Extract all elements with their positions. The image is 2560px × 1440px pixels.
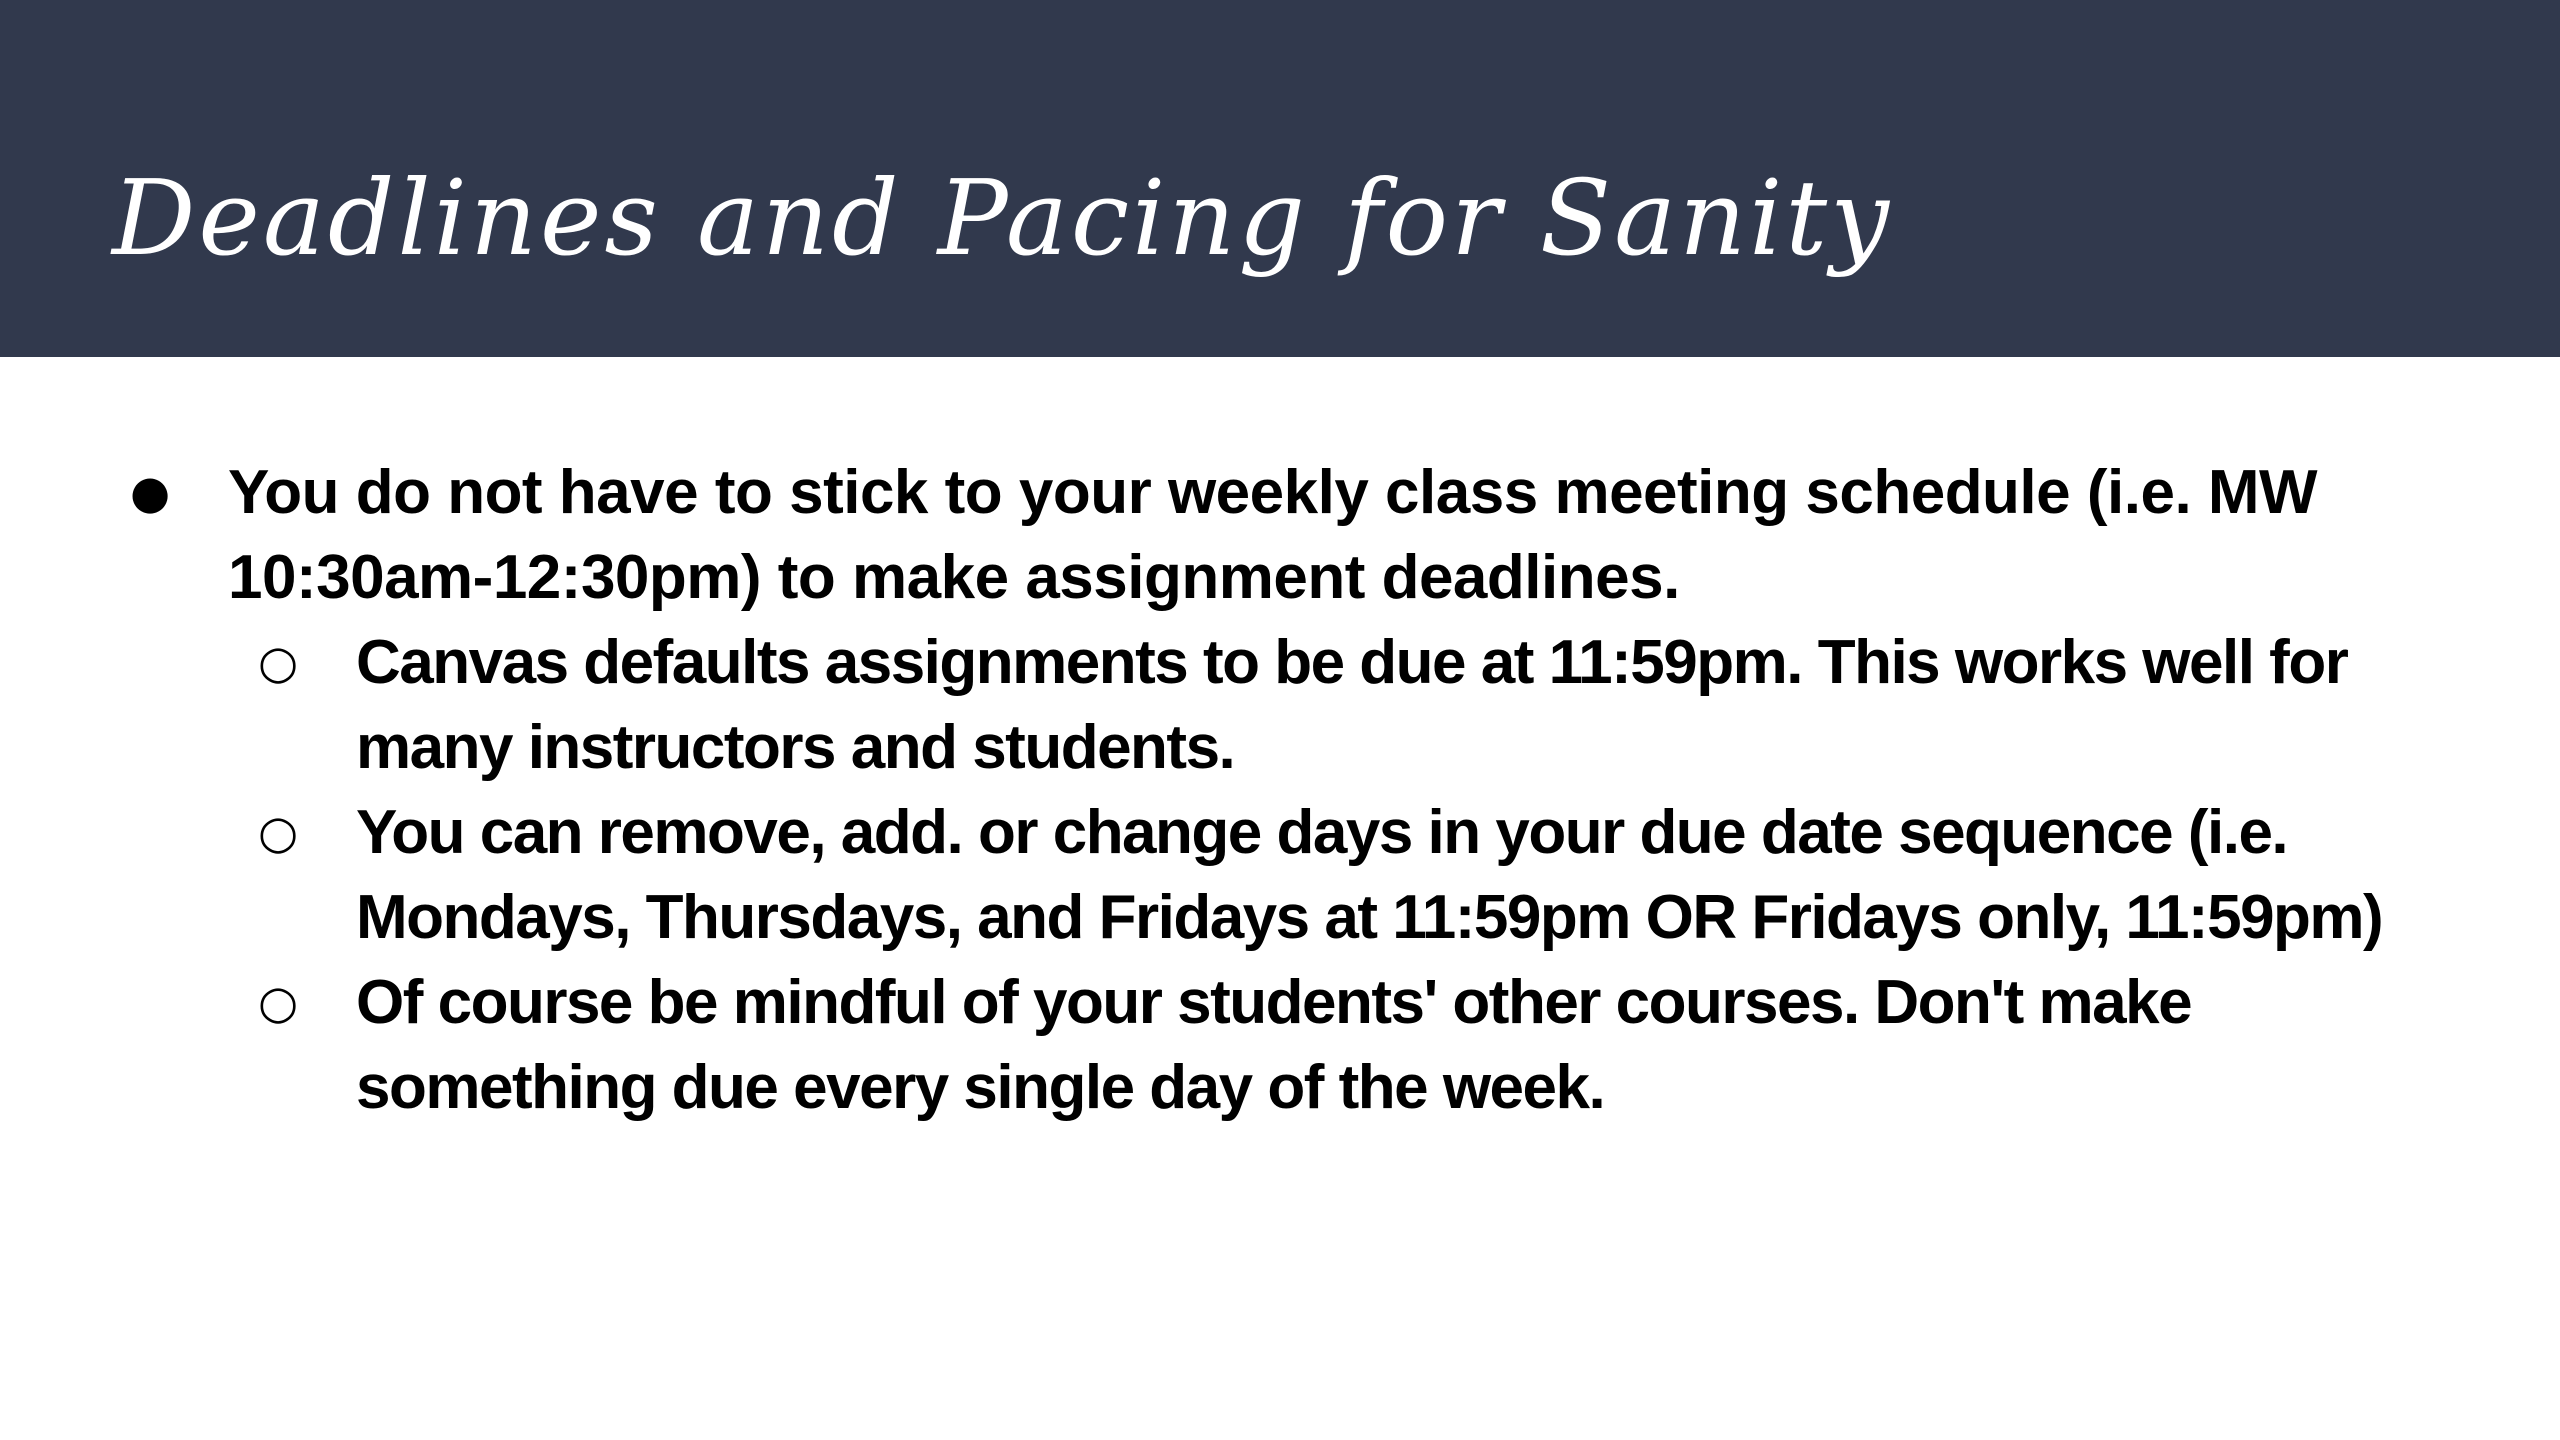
filled-bullet-icon: ● <box>130 465 170 519</box>
slide-body <box>0 450 2560 1130</box>
hollow-bullet-icon: ○ <box>258 635 297 689</box>
slide-title: Deadlines and Pacing for Sanity <box>112 157 1892 279</box>
bullet-text: You do not have to stick to your weekly class meeting schedule (i.e. MW 10:30am-12:30pm) to make assignment deadlines. <box>228 458 2318 612</box>
sub-bullet-text: Canvas defaults assignments to be due at 11:59pm. This works well for many instructors and students. <box>356 628 2348 782</box>
sub-bullet-item <box>0 620 2446 790</box>
sub-bullet-text: Of course be mindful of your students' other courses. Don't make something due every single day of the week. <box>356 968 2192 1122</box>
sub-bullet-text: You can remove, add. or change days in your due date sequence (i.e. Mondays, Thursdays, and Fridays at 11:59pm OR Fridays only, 11:59pm) <box>356 798 2383 952</box>
sub-bullet-item <box>0 960 2446 1130</box>
hollow-bullet-icon: ○ <box>258 805 297 859</box>
sub-bullet-item <box>0 790 2446 960</box>
hollow-bullet-icon: ○ <box>258 975 297 1029</box>
title-bar <box>0 0 2560 357</box>
bullet-item <box>0 450 2408 620</box>
